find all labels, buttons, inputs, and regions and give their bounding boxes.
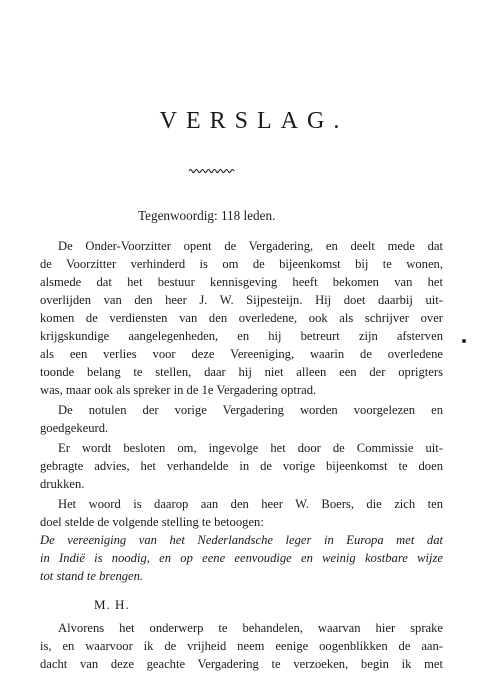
closing-line-1: Alvorens het onderwerp te behandelen, waarvan hier sprake xyxy=(58,621,443,635)
paragraph-1-line-2: de Voorzitter verhinderd is om de bijeenkomst bij te wonen, xyxy=(40,257,443,271)
paragraph-4-line-2: doel stelde de volgende stelling te betoogen: xyxy=(40,515,264,529)
salutation: M. H. xyxy=(94,597,130,612)
margin-mark xyxy=(462,339,466,343)
page-title: VERSLAG. xyxy=(159,108,349,134)
closing-line-3: dacht van deze geachte Vergadering te verzoeken, begin ik met xyxy=(40,657,443,671)
paragraph-3-line-2: gebragte advies, het verhandelde in de vorige bijeenkomst te doen xyxy=(40,459,443,473)
thesis-line-2: in Indië is noodig, en op eene eenvoudige en weinig kostbare wijze xyxy=(40,551,443,565)
paragraph-1-line-3: alsmede dat het bestuur kennisgeving heeft bekomen van het xyxy=(40,275,443,289)
paragraph-1-line-7: als een verlies voor deze Vereeniging, waarin de overledene xyxy=(40,347,443,361)
thesis-line-1: De vereeniging van het Nederlandsche leger in Europa met dat xyxy=(40,533,443,547)
paragraph-3-line-3: drukken. xyxy=(40,477,85,491)
attendance-line: Tegenwoordig: 118 leden. xyxy=(138,208,276,223)
paragraph-4-line-1: Het woord is daarop aan den heer W. Boers, die zich ten xyxy=(58,497,443,511)
paragraph-2-line-2: goedgekeurd. xyxy=(40,421,109,435)
thesis-line-3: tot stand te brengen. xyxy=(40,569,144,583)
closing-line-2: is, en waarvoor ik de vrijheid neem eenige oogenblikken de aan- xyxy=(40,639,443,653)
paragraph-1-line-9: was, maar ook als spreker in de 1e Vergadering optrad. xyxy=(40,383,317,397)
paragraph-1-line-6: krijgskundige aangelegenheden, en hij betreurt zijn afsterven xyxy=(40,329,443,343)
paragraph-1-line-5: komen de verdiensten van den overledene, ook als schrijver over xyxy=(40,311,443,325)
paragraph-2-line-1: De notulen der vorige Vergadering worden voorgelezen en xyxy=(58,403,443,417)
paragraph-3-line-1: Er wordt besloten om, ingevolge het door de Commissie uit- xyxy=(58,441,443,455)
paragraph-1-line-4: overlijden van den heer J. W. Sijpesteijn. Hij doet daarbij uit- xyxy=(40,293,443,307)
title-ornament xyxy=(188,166,236,176)
paragraph-1-line-1: De Onder-Voorzitter opent de Vergadering, en deelt mede dat xyxy=(58,239,443,253)
paragraph-1-line-8: toonde belang te stellen, daar hij niet alleen een der oprigters xyxy=(40,365,443,379)
